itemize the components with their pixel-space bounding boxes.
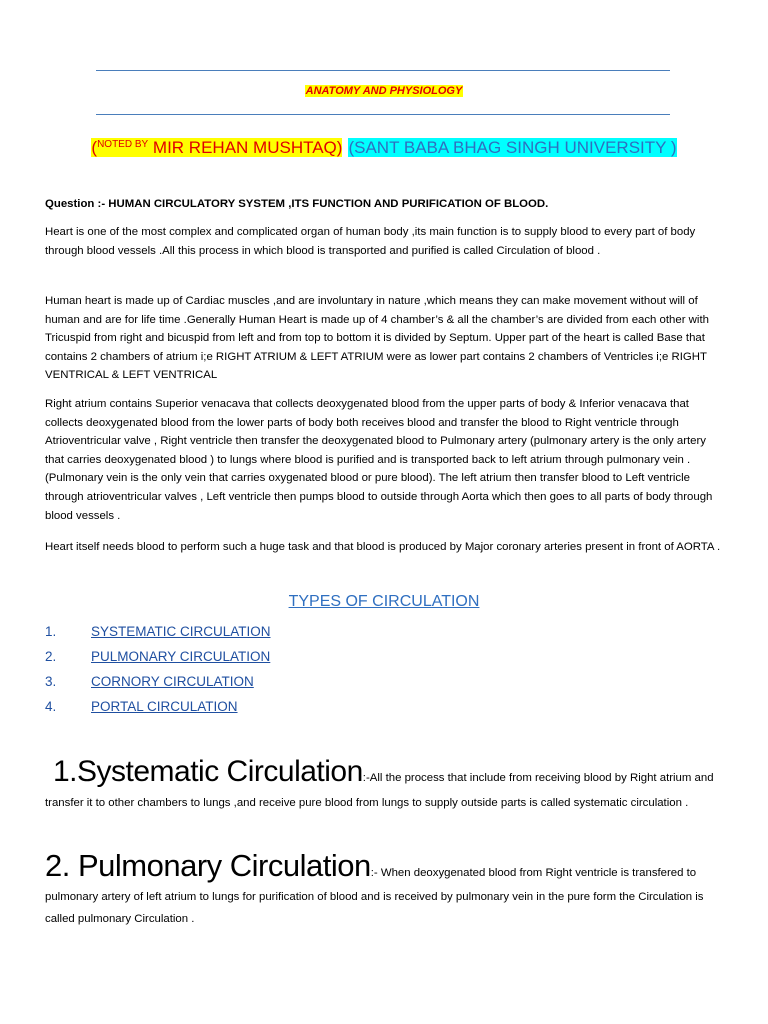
list-item xyxy=(45,647,271,672)
paragraph-coronary: Heart itself needs blood to perform such a huge task and that blood is produced by Major coronary arteries present in front of AORTA . xyxy=(45,541,721,553)
list-item xyxy=(45,622,271,647)
types-list xyxy=(45,622,271,722)
paragraph-structure: Human heart is made up of Cardiac muscles ,and are involuntary in nature ,which means they can make movement without will of human and are for life time .Generally Human Heart is made up of 4 chamber’s & all the chamber’s are divided from each other with Tricuspid from right and bicuspid from left and from top to bottom it is divided by Septum. Upper part of the heart is called Base that contains 2 chambers of atrium i;e RIGHT ATRIUM & LEFT ATRIUM were as lower part contains 2 chambers of Ventricles i;e RIGHT VENTRICAL & LEFT VENTRICAL xyxy=(45,295,709,382)
top-rule xyxy=(96,70,670,71)
document-title xyxy=(0,85,768,97)
list-number: 1. xyxy=(45,624,57,639)
list-item xyxy=(45,697,271,722)
list-number: 2. xyxy=(45,649,57,664)
list-number: 3. xyxy=(45,674,57,689)
section-text: :- When deoxygenated blood from Right ventricle is transfered to pulmonary artery of left atrium to lungs for purification of blood and is received by pulmonary vein in the pure form the Circulation is called pulmonary Circulation . xyxy=(45,867,704,925)
list-label: PULMONARY CIRCULATION xyxy=(91,649,271,664)
title-text: ANATOMY AND PHYSIOLOGY xyxy=(305,85,463,97)
section-text: :-All the process that include from receiving blood by Right atrium and transfer it to other chambers to lungs ,and receive pure blood from lungs to supply outside parts is called systematic circulation . xyxy=(45,772,714,809)
section-systematic xyxy=(45,752,725,814)
list-label: SYSTEMATIC CIRCULATION xyxy=(91,624,271,639)
noted-by-label: NOTED BY xyxy=(97,139,149,150)
author-line xyxy=(0,138,768,158)
section-heading: 1.Systematic Circulation xyxy=(53,755,363,788)
list-label: PORTAL CIRCULATION xyxy=(91,699,238,714)
author-highlight xyxy=(91,138,342,157)
author-name: MIR REHAN MUSHTAQ) xyxy=(148,138,343,157)
paragraph-intro: Heart is one of the most complex and complicated organ of human body ,its main function is to supply blood to every part of body through blood vessels .All this process in which blood is transported and purified is called Circulation of blood . xyxy=(45,226,696,257)
section-pulmonary xyxy=(45,846,725,930)
list-number: 4. xyxy=(45,699,57,714)
paragraph-flow: Right atrium contains Superior venacava that collects deoxygenated blood from the upper parts of body & Inferior venacava that collects deoxygenated blood from the lower parts of body both receives blood and transfer the blood to Right ventricle through Atrioventricular valve , Right ventricle then transfer the deoxygenated blood to Pulmonary artery (pulmonary artery is the only artery that carries deoxygenated blood ) to lungs where blood is purified and is transported back to left atrium through pulmonary vein . (Pulmonary vein is the only vein that carries oxygenated blood or pure blood). The left atrium then transfer blood to Left ventricle through atrioventricular valves , Left ventricle then pumps blood to outside through Aorta which then goes to all parts of body through blood vessels . xyxy=(45,398,713,522)
types-heading: TYPES OF CIRCULATION xyxy=(288,593,480,610)
section-heading: 2. Pulmonary Circulation xyxy=(45,848,371,883)
list-label: CORNORY CIRCULATION xyxy=(91,674,254,689)
university-name: (SANT BABA BHAG SINGH UNIVERSITY ) xyxy=(348,138,677,157)
list-item xyxy=(45,672,271,697)
bottom-rule xyxy=(96,114,670,115)
question: Question :- HUMAN CIRCULATORY SYSTEM ,ITS FUNCTION AND PURIFICATION OF BLOOD. xyxy=(45,198,549,210)
paren-open: ( xyxy=(91,138,98,157)
